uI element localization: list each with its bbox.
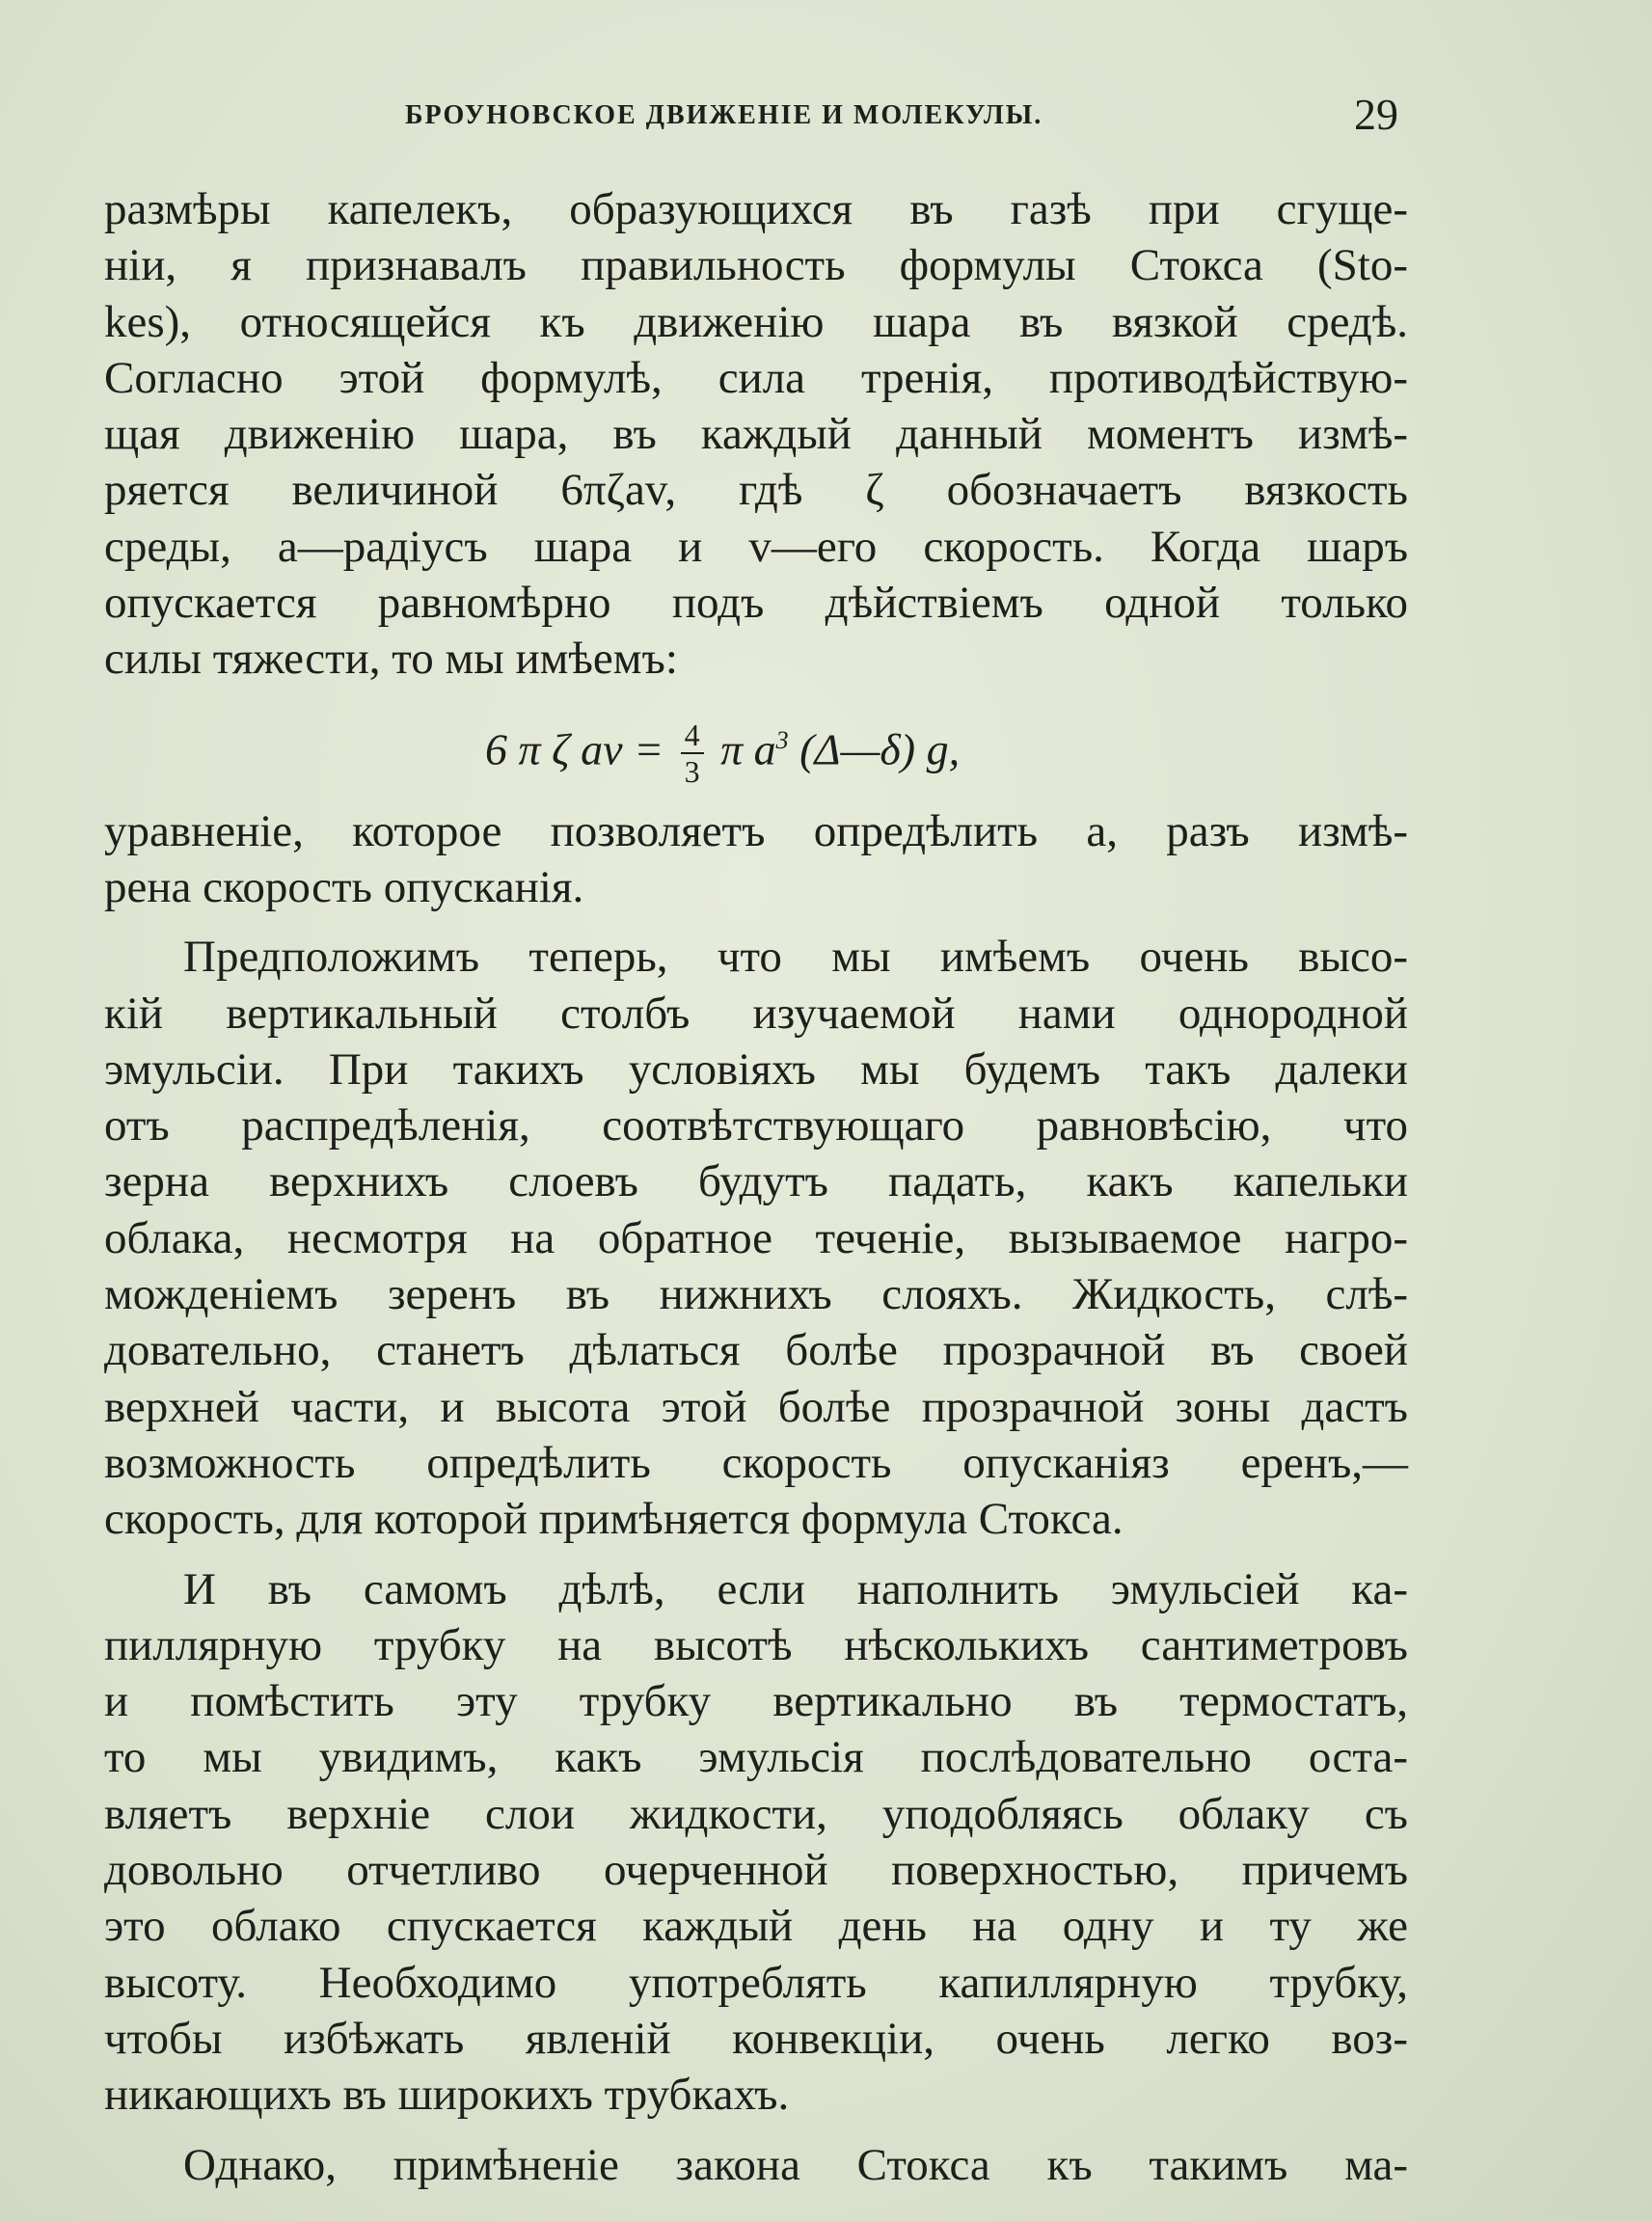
text-line: ряется величиной 6πζav, гдѣ ζ обозначаетъ вязкость [104, 465, 1408, 516]
text-line: и помѣстить эту трубку вертикально въ термостатъ, [104, 1676, 1408, 1727]
text-line: И въ самомъ дѣлѣ, если наполнить эмульсіей ка- [183, 1563, 1408, 1614]
text-line: высоту. Необходимо употреблять капиллярную трубку, [104, 1957, 1408, 2008]
text-line: опускается равномѣрно подъ дѣйствіемъ одной только [104, 578, 1408, 629]
text-line: довательно, станетъ дѣлаться болѣе прозрачной въ своей [104, 1325, 1408, 1376]
text-line: можденіемъ зеренъ въ нижнихъ слояхъ. Жидкость, слѣ- [104, 1269, 1408, 1320]
page-header [405, 89, 1398, 137]
text-line: возможность опредѣлить скорость опусканіяз еренъ,— [104, 1437, 1408, 1488]
text-line: скорость, для которой примѣняется формула Стокса. [104, 1494, 1124, 1545]
text-line: ніи, я признавалъ правильность формулы Стокса (Sto- [104, 240, 1408, 291]
text-line: кій вертикальный столбъ изучаемой нами однородной [104, 988, 1408, 1039]
text-line: уравненіе, которое позволяетъ опредѣлить a, разъ измѣ- [104, 805, 1408, 856]
paragraph-gap [104, 915, 1408, 929]
text-line: чтобы избѣжать явленій конвекціи, очень легко воз- [104, 2013, 1408, 2064]
text-line: среды, a—радіусъ шара и v—его скорость. Когда шаръ [104, 521, 1408, 572]
paragraph-gap [104, 2124, 1408, 2137]
text-line: это облако спускается каждый день на одну и ту же [104, 1901, 1408, 1952]
text-line: щая движенію шара, въ каждый данный моментъ измѣ- [104, 409, 1408, 460]
text-line: облака, несмотря на обратное теченіе, вызываемое нагро- [104, 1212, 1408, 1263]
text-line: рена скорость опусканія. [104, 861, 584, 912]
text-line: отъ распредѣленія, соотвѣтствующаго равновѣсію, что [104, 1100, 1408, 1151]
formula-fraction [681, 718, 704, 789]
formula-exponent: 3 [775, 725, 789, 754]
text-line: силы тяжести, то мы имѣемъ: [104, 634, 678, 685]
formula-right: π a [720, 724, 776, 773]
text-line: вляетъ верхніе слои жидкости, уподобляясь облаку съ [104, 1788, 1408, 1839]
text-line: эмульсіи. При такихъ условіяхъ мы будемъ такъ далеки [104, 1043, 1408, 1095]
formula-numerator: 4 [681, 718, 704, 754]
text-line: пиллярную трубку на высотѣ нѣсколькихъ сантиметровъ [104, 1619, 1408, 1670]
text-line: размѣры капелекъ, образующихся въ газѣ при сгуще- [104, 184, 1408, 234]
text-line: kes), относящейся къ движенію шара въ вязкой средѣ. [104, 296, 1408, 347]
text-line: Предположимъ теперь, что мы имѣемъ очень высо- [183, 932, 1408, 983]
text-line: зерна верхнихъ слоевъ будутъ падать, какъ капельки [104, 1156, 1408, 1207]
paragraph-gap [104, 1548, 1408, 1561]
text-line: Однако, примѣненіе закона Стокса къ такимъ ма- [183, 2139, 1408, 2190]
formula-left: 6 π ζ av = [485, 724, 664, 773]
body-text [104, 181, 1408, 2193]
text-line: никающихъ въ широкихъ трубкахъ. [104, 2070, 790, 2121]
text-line: то мы увидимъ, какъ эмульсія послѣдовательно оста- [104, 1732, 1408, 1783]
text-line: довольно отчетливо очерченной поверхностью, причемъ [104, 1845, 1408, 1896]
formula-expression [485, 713, 960, 790]
text-line: верхней части, и высота этой болѣе прозрачной зоны дастъ [104, 1381, 1408, 1432]
stokes-formula [104, 688, 1408, 803]
text-line: Согласно этой формулѣ, сила тренія, противодѣйствую- [104, 352, 1408, 403]
page-number: 29 [1354, 90, 1398, 139]
formula-denominator: 3 [684, 754, 700, 790]
formula-tail: (Δ—δ) g, [799, 724, 961, 773]
running-head: БРОУНОВСКОЕ ДВИЖЕНІЕ И МОЛЕКУЛЫ. [405, 100, 1043, 130]
